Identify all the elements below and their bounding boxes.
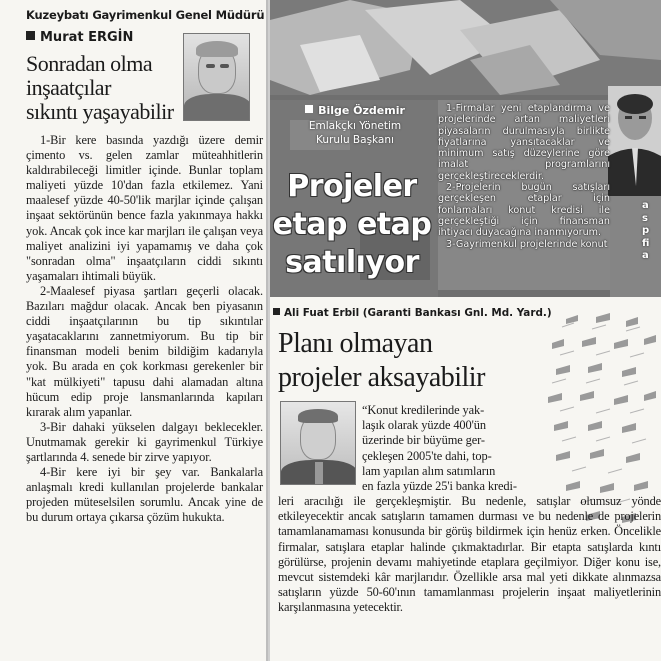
top-headline-line: etap etap <box>272 207 432 242</box>
edge-fragment: a <box>642 200 649 211</box>
left-article-author <box>26 30 133 45</box>
lead-line: üzerinde bir büyüme ger- <box>362 433 485 448</box>
top-headline-line: Projeler <box>287 169 417 204</box>
top-article-headline <box>272 168 432 282</box>
top-headline-line: satılıyor <box>285 245 419 280</box>
lower-headline-line: projeler aksayabilir <box>278 362 485 393</box>
bullet-square-icon <box>305 105 313 113</box>
left-article-headline <box>26 52 186 124</box>
top-article-paragraph: 3-Gayrimenkul projelerinde konut <box>446 238 608 250</box>
lead-line: “Konut kredilerinde yak- <box>362 403 485 417</box>
author-portrait <box>183 33 250 121</box>
author-portrait <box>608 86 661 196</box>
top-article-byline <box>280 104 430 147</box>
left-headline-line: Sonradan olma <box>26 51 153 76</box>
left-article-paragraph: 2-Maalesef piyasa şartları geçerli olacak. Bazıları mağdur olacak. Ancak ben piyasanın ciddi inşaatçılarının bu tip sıkıntılar yaşatacaklarını zannetmiyorum. Bu tip bir finansman modeli benim bildiğim kadarıyla yok. Bu arada en çok korkması gerekenler bir "kat mülkiyeti" tapusu dahi alamadan altına hücum edip proje lansmanlarında kapıları kırarak alım yapanlar. <box>26 283 263 419</box>
lead-line: en fazla yüzde 25'i banka kredi- <box>362 479 517 494</box>
top-article-author-name: Bilge Özdemir <box>318 104 405 117</box>
lead-line: çekleşen 2005'te dahi, top- <box>362 448 492 463</box>
left-article-paragraph: 4-Bir kere iyi bir şey var. Bankalarla anlaşmalı kredi kullanılan projelerde bankalar projeden müteselsilen sorumlu. Ancak yine de bu durum ortaya çıkarsa çözüm hukukta. <box>26 465 263 525</box>
top-article-author <box>280 104 430 117</box>
lower-article-lead <box>362 403 527 494</box>
left-headline-line: inşaatçılar <box>26 75 111 100</box>
edge-fragment: fi <box>642 237 650 249</box>
left-article-body <box>26 133 263 525</box>
left-article-paragraph: 3-Bir dahaki yükselen dalgayı beklecekler. Unutmamak gerekir ki gayrimenkul Türkiye şartlarında 4. senede bir zirve yapıyor. <box>26 419 263 464</box>
lower-article-body: leri aracılığı ile gerçekleşmiştir. Bu nedenle, satışlar olumsuz yönde etkileyecektir ancak satışların tamamen durması ve bu nedenle de projelerin tamamlanamaması konusunda bir görüş bildirmek için henüz erken. Öncelikle firmalar, satışlara etaplar halinde çıkmaktadırlar. Bir etapta satışlarda kıntı görülürse, projenin devamı mahiyetinde etaplara geçilmiyor. Diğer konu ise, mevcut sistemdeki kâr marjlarıdır. Özellikle arsa mal yeti dikkate alınmazsa satışların yüzde 50-60'ının tamamlanması projelerin inşaat maliyetlerinin karşılanmasına yetecektir. <box>278 494 661 615</box>
top-article-paragraph: 2-Projelerin bugün satışları gerçekleşen etaplar için fonlamaları konut kredisi ile gerçekleştiği için finansman ihtiyacı duyacağına inanmıyorum. <box>438 182 610 239</box>
top-article-body <box>438 103 610 250</box>
left-article-author-name: Murat ERGİN <box>40 30 134 45</box>
lead-line: lam yapılan alım satımların <box>362 463 496 478</box>
lead-line: laşık olarak yüzde 400'ün <box>362 418 486 433</box>
top-article-author-title <box>280 119 430 147</box>
lower-headline-line: Planı olmayan <box>278 328 433 359</box>
edge-fragment: a <box>642 250 649 262</box>
author-title-line: Kurulu Başkanı <box>316 134 394 146</box>
bullet-square-icon <box>273 308 280 315</box>
edge-fragment: p <box>642 225 650 237</box>
top-article-paragraph: 1-Firmalar yeni etaplandırma ve projelerinde artan maliyetleri piyasaların durulmasıyla birlikte fiyatlarına yansıtacaklar ve minimum satış düzeylerine göre imalat programlarını gerçekleştireceklerdir. <box>438 103 610 182</box>
left-article <box>0 0 268 661</box>
left-article-kicker: Kuzeybatı Gayrimenkul Genel Müdürü <box>26 8 265 22</box>
left-headline-line: sıkıntı yaşayabilir <box>26 99 174 124</box>
left-article-paragraph: 1-Bir kere basında yazdığı üzere demir çimento vs. gelen zamlar müteahhitlerin kaldırabileceği limitler içinde. Bunlar toplam maliyeti yüzde 10'dan fazla etkilemez. Yani maalesef yüzde 40-50'lik marjlar içinde çalışan inşaat sektörünün bence fazla yakınmaya hakkı yok. Ancak çok ince kar marjları ile çalışan veya maliyet analizini iyi yapamamış ve daha çok "sonradan olma" inşaatçıların ciddi sıkıntı yaşamaları ihtimali büyük. <box>26 133 263 283</box>
lower-article-author-name: Ali Fuat Erbil (Garanti Bankası Gnl. Md. Yard.) <box>284 307 552 319</box>
top-article <box>270 0 661 297</box>
author-title-line: Emlakçkı Yönetim <box>308 120 402 132</box>
cut-off-column-fragment <box>642 200 661 263</box>
bullet-square-icon <box>26 31 35 40</box>
author-portrait <box>280 401 356 485</box>
lower-article <box>270 297 661 661</box>
edge-fragment: s <box>642 212 648 224</box>
lower-article-headline <box>278 327 538 395</box>
